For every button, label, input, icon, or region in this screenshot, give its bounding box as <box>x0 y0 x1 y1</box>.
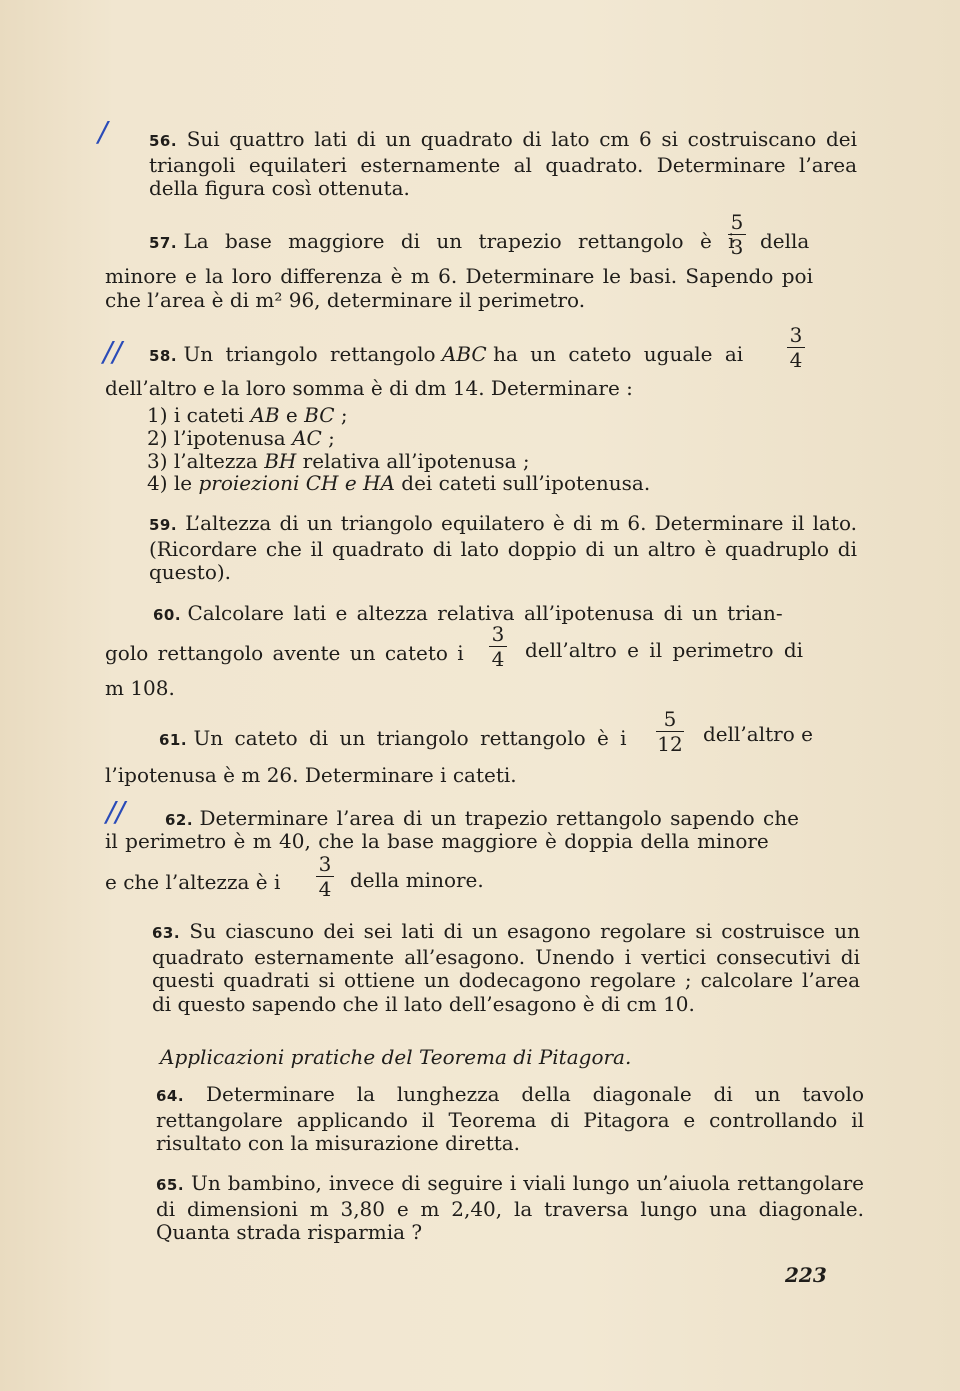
exercise-text: e che l’altezza è i <box>105 870 281 894</box>
fraction-3-4 <box>312 854 338 899</box>
exercise-text: m 108. <box>105 676 175 700</box>
numerator: 5 <box>663 707 677 731</box>
exercise-61-line1 <box>105 726 719 750</box>
exercise-57-rest: minore e la loro differenza è m 6. Determinare le basi. Sapendo poi che l’area è di m² 96, determinare il perimetro. <box>105 264 813 312</box>
exercise-65 <box>112 1172 864 1245</box>
denominator: 4 <box>789 348 803 372</box>
exercise-text: golo rettangolo avente un cateto i <box>105 641 464 665</box>
triangle-label: ABC <box>441 342 487 366</box>
exercise-58-line1 <box>105 342 857 366</box>
exercise-64 <box>112 1083 864 1156</box>
exercise-text: l’ipotenusa è m 26. Determinare i cateti. <box>105 763 517 787</box>
fraction-3-4 <box>783 325 809 370</box>
exercise-number: 58. <box>149 347 178 365</box>
exercise-number: 63. <box>152 924 181 942</box>
numerator: 5 <box>730 210 744 234</box>
exercise-63 <box>108 920 860 1016</box>
fraction-3-4 <box>485 624 511 669</box>
exercise-text: della minore. <box>350 868 484 892</box>
numerator: 3 <box>789 323 803 347</box>
numerator: 3 <box>491 622 505 646</box>
exercise-text: dell’altro e <box>703 722 813 746</box>
exercise-text: Un bambino, invece di seguire i viali lungo un’aiuola rettangolare di dimensioni m 3,80 e m 2,40, la traversa lungo una diagonale. Quanta strada risparmia ? <box>156 1171 864 1244</box>
fraction-5-12 <box>652 709 688 754</box>
exercise-59 <box>105 512 857 585</box>
exercise-text: dell’altro e il perimetro di <box>525 638 804 662</box>
exercise-number: 59. <box>149 516 178 534</box>
exercise-number: 60. <box>153 606 182 624</box>
exercise-text: Sui quattro lati di un quadrato di lato cm 6 si costruiscano dei triangoli equilateri esternamente al quadrato. Determinare l’area della figura così ottenuta. <box>149 127 857 200</box>
exercise-number: 64. <box>156 1087 185 1105</box>
exercise-57-line1 <box>105 229 813 253</box>
exercise-text: Calcolare lati e altezza relativa all’ipotenusa di un trian- <box>187 601 783 625</box>
list-item: 1) i cateti AB e BC ; <box>147 403 348 427</box>
handwritten-mark-56: / <box>98 115 108 148</box>
exercise-text: La base maggiore di un trapezio rettangolo è i <box>183 229 735 253</box>
denominator: 3 <box>730 235 744 259</box>
exercise-60-line1 <box>105 601 861 625</box>
exercise-56 <box>105 128 857 201</box>
exercise-text: dell’altro e la loro somma è di dm 14. Determinare : <box>105 376 633 400</box>
exercise-text: ha un cateto uguale ai <box>493 342 744 366</box>
exercise-text: Un triangolo rettangolo <box>183 342 436 366</box>
exercise-number: 56. <box>149 132 178 150</box>
exercise-62-line1 <box>105 806 873 830</box>
numerator: 3 <box>318 852 332 876</box>
handwritten-mark-58: // <box>103 335 122 368</box>
exercise-text: L’altezza di un triangolo equilatero è di m 6. Determinare il lato. (Ricordare che il quadrato di lato doppio di un altro è quadruplo di questo). <box>149 511 857 584</box>
exercise-number: 62. <box>165 811 194 829</box>
exercise-number: 57. <box>149 234 178 252</box>
exercise-text: della <box>760 229 810 253</box>
exercise-text: il perimetro è m 40, che la base maggiore è doppia della minore <box>105 829 769 853</box>
section-heading: Applicazioni pratiche del Teorema di Pitagora. <box>160 1045 632 1069</box>
handwritten-mark-62: // <box>106 795 125 828</box>
exercise-text: Determinare la lunghezza della diagonale di un tavolo rettangolare applicando il Teorema di Pitagora e controllando il risultato con la misurazione diretta. <box>156 1082 864 1155</box>
list-item: 2) l’ipotenusa AC ; <box>147 426 335 450</box>
exercise-text: Un cateto di un triangolo rettangolo è i <box>193 726 627 750</box>
page-number: 223 <box>785 1263 827 1287</box>
exercise-text: Determinare l’area di un trapezio rettangolo sapendo che <box>199 806 799 830</box>
denominator: 4 <box>491 647 505 671</box>
exercise-number: 61. <box>159 731 188 749</box>
denominator: 12 <box>657 732 683 756</box>
exercise-text: Su ciascuno dei sei lati di un esagono regolare si costruisce un quadrato esternamente all’esagono. Unendo i vertici consecutivi di questi quadrati si ottiene un dodecagono regolare ; calcolare l’area di questo sapendo che il lato dell’esagono è di cm 10. <box>152 919 860 1016</box>
denominator: 4 <box>318 877 332 901</box>
list-item: 4) le proiezioni CH e HA dei cateti sull’ipotenusa. <box>147 471 651 495</box>
list-item: 3) l’altezza BH relativa all’ipotenusa ; <box>147 449 530 473</box>
fraction-5-3 <box>724 212 750 257</box>
exercise-number: 65. <box>156 1176 185 1194</box>
